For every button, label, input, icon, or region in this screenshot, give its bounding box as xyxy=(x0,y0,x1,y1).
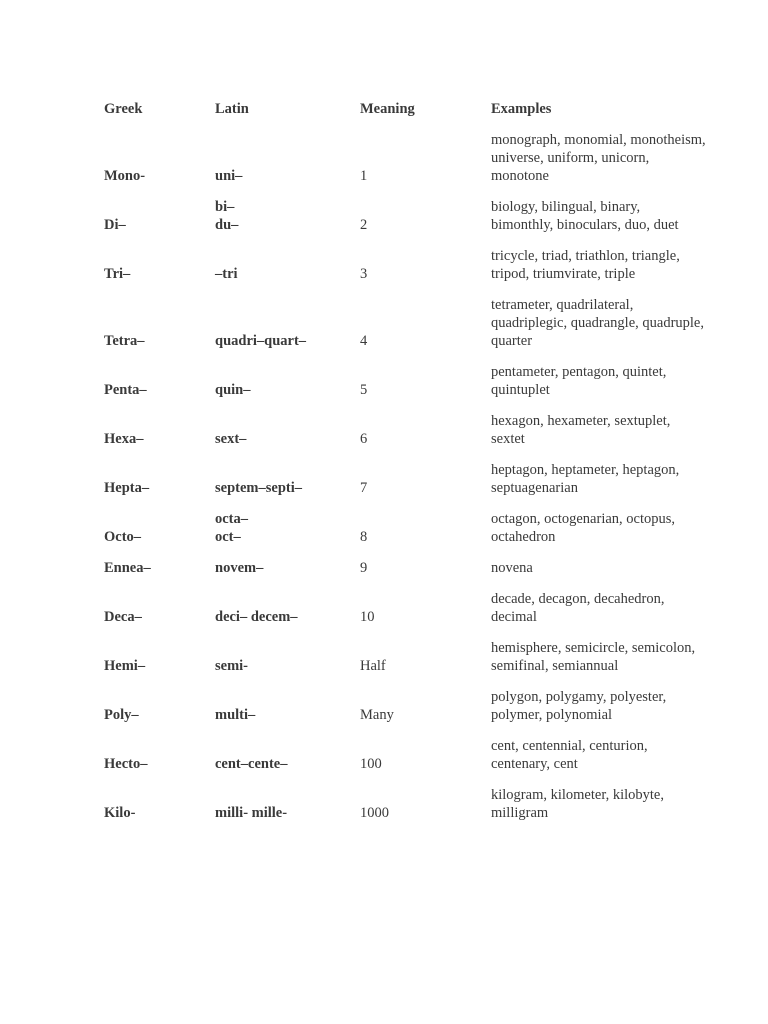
cell-greek-prefix: Deca– xyxy=(104,609,142,625)
cell-examples: polygon, polygamy, polyester, polymer, polynomial xyxy=(491,689,667,723)
cell-meaning: 3 xyxy=(360,266,368,282)
cell-meaning: 7 xyxy=(360,480,368,496)
cell-examples: monograph, monomial, monotheism, universe, uniform, unicorn, monotone xyxy=(491,132,706,184)
cell-greek-prefix: Tetra– xyxy=(104,333,145,349)
cell-greek-prefix: Tri– xyxy=(104,266,131,282)
prefix-table xyxy=(104,100,744,835)
header-latin: Latin xyxy=(215,101,249,117)
cell-examples: heptagon, heptameter, heptagon, septuagenarian xyxy=(491,462,680,496)
table-row xyxy=(104,786,744,822)
table-row xyxy=(104,510,744,546)
cell-meaning: 2 xyxy=(360,217,368,233)
table-header-row xyxy=(104,100,744,118)
cell-examples: kilogram, kilometer, kilobyte, milligram xyxy=(491,787,664,821)
cell-greek-prefix: Ennea– xyxy=(104,560,151,576)
table-row xyxy=(104,461,744,497)
cell-greek-prefix: Octo– xyxy=(104,529,142,545)
table-row xyxy=(104,131,744,185)
table-row xyxy=(104,688,744,724)
cell-latin-prefix: novem– xyxy=(215,560,264,576)
cell-meaning: 9 xyxy=(360,560,368,576)
cell-examples: decade, decagon, decahedron, decimal xyxy=(491,591,665,625)
cell-meaning: 1000 xyxy=(360,805,389,821)
cell-latin-prefix: uni– xyxy=(215,168,243,184)
cell-examples: novena xyxy=(491,560,533,576)
cell-examples: hexagon, hexameter, sextuplet, sextet xyxy=(491,413,671,447)
cell-greek-prefix: Penta– xyxy=(104,382,147,398)
cell-greek-prefix: Di– xyxy=(104,217,126,233)
cell-meaning: 5 xyxy=(360,382,368,398)
cell-meaning: Half xyxy=(360,658,386,674)
table-row xyxy=(104,559,744,577)
cell-latin-prefix: deci– decem– xyxy=(215,609,298,625)
cell-latin-prefix: multi– xyxy=(215,707,256,723)
table-row xyxy=(104,198,744,234)
cell-greek-prefix: Poly– xyxy=(104,707,139,723)
table-row xyxy=(104,412,744,448)
table-row xyxy=(104,590,744,626)
cell-latin-prefix: milli- mille- xyxy=(215,805,288,821)
cell-greek-prefix: Mono- xyxy=(104,168,146,184)
table-row xyxy=(104,363,744,399)
cell-greek-prefix: Hexa– xyxy=(104,431,144,447)
cell-latin-prefix: quadri–quart– xyxy=(215,333,307,349)
cell-latin-prefix: quin– xyxy=(215,382,251,398)
cell-greek-prefix: Hemi– xyxy=(104,658,146,674)
header-examples: Examples xyxy=(491,101,552,117)
table-row xyxy=(104,296,744,350)
cell-meaning: 100 xyxy=(360,756,382,772)
cell-meaning: Many xyxy=(360,707,394,723)
cell-latin-prefix: cent–cente– xyxy=(215,756,288,772)
cell-examples: cent, centennial, centurion, centenary, cent xyxy=(491,738,648,772)
cell-greek-prefix: Hecto– xyxy=(104,756,148,772)
table-body xyxy=(104,131,744,822)
cell-examples: hemisphere, semicircle, semicolon, semifinal, semiannual xyxy=(491,640,696,674)
cell-examples: tetrameter, quadrilateral, quadriplegic, quadrangle, quadruple, quarter xyxy=(491,297,704,349)
cell-meaning: 8 xyxy=(360,529,368,545)
cell-meaning: 1 xyxy=(360,168,368,184)
cell-examples: biology, bilingual, binary, bimonthly, binoculars, duo, duet xyxy=(491,199,679,233)
cell-examples: pentameter, pentagon, quintet, quintuplet xyxy=(491,364,667,398)
cell-meaning: 10 xyxy=(360,609,375,625)
cell-latin-prefix: bi– du– xyxy=(215,199,239,233)
cell-examples: octagon, octogenarian, octopus, octahedron xyxy=(491,511,676,545)
cell-meaning: 4 xyxy=(360,333,368,349)
cell-latin-prefix: –tri xyxy=(215,266,238,282)
cell-examples: tricycle, triad, triathlon, triangle, tripod, triumvirate, triple xyxy=(491,248,680,282)
header-meaning: Meaning xyxy=(360,101,415,117)
cell-latin-prefix: semi- xyxy=(215,658,249,674)
cell-latin-prefix: sext– xyxy=(215,431,247,447)
cell-greek-prefix: Kilo- xyxy=(104,805,136,821)
header-greek: Greek xyxy=(104,101,143,117)
cell-meaning: 6 xyxy=(360,431,368,447)
table-row xyxy=(104,639,744,675)
table-row xyxy=(104,247,744,283)
cell-greek-prefix: Hepta– xyxy=(104,480,150,496)
cell-latin-prefix: octa– oct– xyxy=(215,511,249,545)
cell-latin-prefix: septem–septi– xyxy=(215,480,302,496)
table-row xyxy=(104,737,744,773)
